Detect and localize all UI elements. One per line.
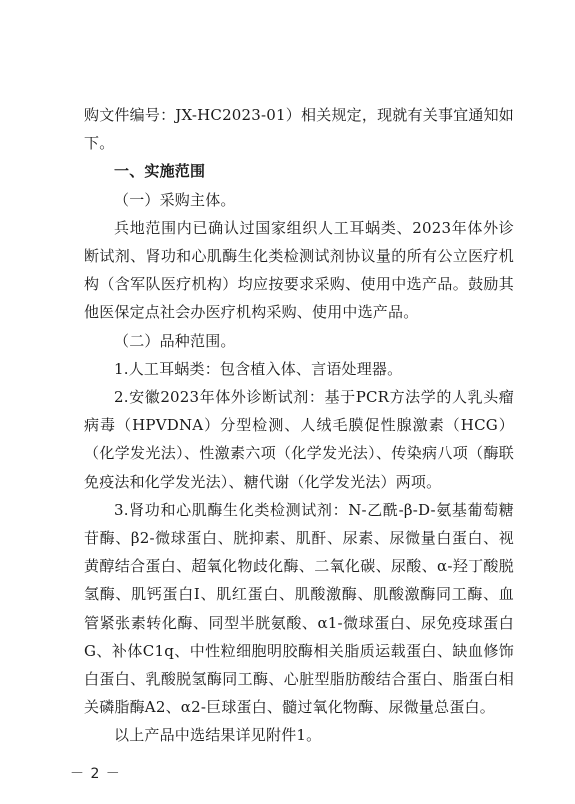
- page-number: － 2 －: [70, 766, 121, 782]
- paragraph-procurement-subject: 兵地范围内已确认过国家组织人工耳蜗类、2023年体外诊断试剂、肾功和心肌酶生化类检测试剂协议量的所有公立医疗机构（含军队医疗机构）均应按要求采购、使用中选产品。鼓励其他医保定点社会办医疗机构采购、使用中选产品。: [84, 218, 514, 322]
- paragraph-item-3: 3.肾功和心肌酶生化类检测试剂：N-乙酰-β-D-氨基葡萄糖苷酶、β2-微球蛋白、胱抑素、肌酐、尿素、尿微量白蛋白、视黄醇结合蛋白、超氧化物歧化酶、二氧化碳、尿酸、α-羟丁酸脱氢酶、肌钙蛋白I、肌红蛋白、肌酸激酶、肌酸激酶同工酶、血管紧张素转化酶、同型半胱氨酸、α1-微球蛋白、尿免疫球蛋白G、补体C1q、中性粒细胞明胶酶相关脂质运载蛋白、缺血修饰白蛋白、乳酸脱氢酶同工酶、心脏型脂肪酸结合蛋白、脂蛋白相关磷脂酶A2、α2-巨球蛋白、髓过氧化物酶、尿微量总蛋白。: [84, 500, 514, 717]
- document-body: [84, 101, 514, 750]
- paragraph-item-1: 1.人工耳蜗类：包含植入体、言语处理器。: [114, 359, 403, 378]
- paragraph-continuation: 购文件编号：JX-HC2023-01）相关规定，现就有关事宜通知如下。: [84, 106, 514, 153]
- subsection-heading: （二）品种范围。: [114, 331, 236, 350]
- section-heading: 一、实施范围: [114, 162, 206, 181]
- paragraph-results-note: 以上产品中选结果详见附件1。: [114, 726, 322, 745]
- subsection-heading: （一）采购主体。: [114, 190, 236, 209]
- paragraph-item-2: 2.安徽2023年体外诊断试剂：基于PCR方法学的人乳头瘤病毒（HPVDNA）分型检测、人绒毛膜促性腺激素（HCG）（化学发光法）、性激素六项（化学发光法）、传染病八项（酶联免疫法和化学发光法）、糖代谢（化学发光法）两项。: [84, 388, 514, 491]
